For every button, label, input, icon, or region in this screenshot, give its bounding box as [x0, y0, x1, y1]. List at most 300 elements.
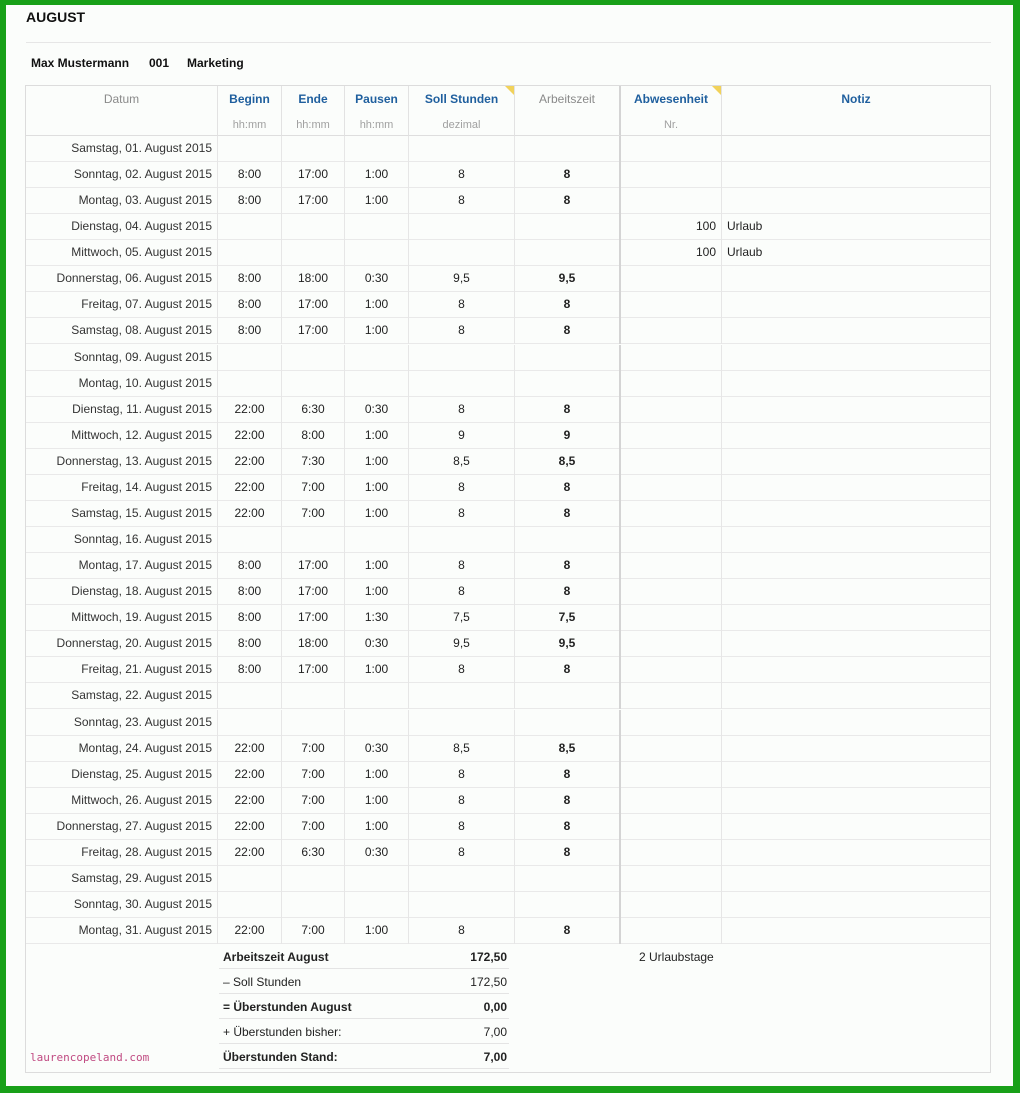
header-soll-unit: dezimal: [442, 119, 481, 131]
summary-label: Arbeitszeit August: [223, 950, 329, 964]
cell-beginn[interactable]: 22:00: [218, 475, 282, 501]
cell-abwesenheit[interactable]: [621, 318, 722, 344]
table-row: [26, 136, 990, 162]
cell-abwesenheit[interactable]: [621, 527, 722, 553]
cell-arbeitszeit[interactable]: 8,5: [515, 449, 621, 475]
cell-soll[interactable]: [409, 345, 515, 371]
header-notiz-label: Notiz: [841, 92, 871, 106]
cell-soll[interactable]: 7,5: [409, 605, 515, 631]
cell-date: Sonntag, 30. August 2015: [26, 892, 218, 918]
header-abwesenheit-label: Abwesenheit: [633, 92, 708, 106]
cell-soll[interactable]: [409, 710, 515, 736]
cell-abwesenheit[interactable]: [621, 814, 722, 840]
cell-notiz[interactable]: [722, 136, 990, 162]
cell-beginn[interactable]: 22:00: [218, 814, 282, 840]
cell-ende[interactable]: 18:00: [282, 266, 345, 292]
cell-pausen[interactable]: 0:30: [345, 631, 409, 657]
cell-soll[interactable]: 8: [409, 657, 515, 683]
cell-ende[interactable]: 7:00: [282, 814, 345, 840]
cell-soll[interactable]: [409, 892, 515, 918]
summary-value: 172,50: [470, 975, 507, 989]
table-row: [26, 162, 990, 188]
cell-pausen[interactable]: 0:30: [345, 266, 409, 292]
cell-arbeitszeit[interactable]: [515, 683, 621, 709]
cell-abwesenheit[interactable]: [621, 579, 722, 605]
summary-line: [219, 1020, 509, 1044]
cell-pausen[interactable]: [345, 345, 409, 371]
cell-abwesenheit[interactable]: [621, 553, 722, 579]
header-pausen-unit: hh:mm: [359, 119, 394, 131]
cell-notiz[interactable]: [722, 710, 990, 736]
cell-soll[interactable]: 9,5: [409, 631, 515, 657]
cell-notiz[interactable]: [722, 266, 990, 292]
cell-soll[interactable]: 9,5: [409, 266, 515, 292]
cell-date: Dienstag, 18. August 2015: [26, 579, 218, 605]
cell-notiz[interactable]: [722, 162, 990, 188]
cell-ende[interactable]: [282, 136, 345, 162]
cell-arbeitszeit[interactable]: [515, 240, 621, 266]
cell-soll[interactable]: 9: [409, 423, 515, 449]
cell-abwesenheit[interactable]: [621, 840, 722, 866]
cell-beginn[interactable]: 8:00: [218, 657, 282, 683]
cell-beginn[interactable]: [218, 866, 282, 892]
cell-notiz[interactable]: [722, 345, 990, 371]
cell-pausen[interactable]: 1:00: [345, 188, 409, 214]
cell-pausen[interactable]: 1:00: [345, 292, 409, 318]
cell-arbeitszeit[interactable]: 8: [515, 762, 621, 788]
cell-abwesenheit[interactable]: 100: [621, 240, 722, 266]
cell-notiz[interactable]: [722, 683, 990, 709]
cell-abwesenheit[interactable]: [621, 475, 722, 501]
cell-beginn[interactable]: [218, 527, 282, 553]
cell-soll[interactable]: 8: [409, 475, 515, 501]
cell-beginn[interactable]: 22:00: [218, 736, 282, 762]
cell-ende[interactable]: 8:00: [282, 423, 345, 449]
table-row: [26, 240, 990, 266]
header-ende-unit: hh:mm: [296, 119, 330, 131]
employee-name: Max Mustermann: [31, 56, 130, 70]
table-row: [26, 345, 990, 371]
cell-abwesenheit[interactable]: [621, 918, 722, 944]
cell-soll[interactable]: 8: [409, 762, 515, 788]
header-arbeitszeit-label: Arbeitszeit: [538, 92, 596, 106]
table-row: [26, 762, 990, 788]
cell-notiz[interactable]: [722, 605, 990, 631]
cell-arbeitszeit[interactable]: 8: [515, 553, 621, 579]
cell-notiz[interactable]: [722, 527, 990, 553]
cell-abwesenheit[interactable]: [621, 397, 722, 423]
cell-pausen[interactable]: 1:00: [345, 657, 409, 683]
cell-date: Mittwoch, 05. August 2015: [26, 240, 218, 266]
cell-abwesenheit[interactable]: [621, 292, 722, 318]
cell-pausen[interactable]: 0:30: [345, 736, 409, 762]
cell-notiz[interactable]: Urlaub: [727, 219, 763, 234]
cell-soll[interactable]: 8: [409, 840, 515, 866]
summary-value: 0,00: [483, 1000, 507, 1014]
cell-arbeitszeit[interactable]: 8: [515, 579, 621, 605]
cell-pausen[interactable]: 1:00: [345, 449, 409, 475]
cell-notiz[interactable]: [722, 449, 990, 475]
table-row: [26, 605, 990, 631]
summary-value: 7,00: [483, 1025, 507, 1039]
cell-notiz[interactable]: [722, 657, 990, 683]
cell-abwesenheit[interactable]: [621, 736, 722, 762]
cell-soll[interactable]: [409, 866, 515, 892]
header-datum-label: Datum: [103, 92, 140, 106]
cell-arbeitszeit[interactable]: 8: [515, 162, 621, 188]
cell-abwesenheit[interactable]: [621, 371, 722, 397]
table-row: [26, 918, 990, 944]
cell-notiz[interactable]: [722, 371, 990, 397]
cell-ende[interactable]: 6:30: [282, 840, 345, 866]
cell-notiz[interactable]: [722, 892, 990, 918]
cell-beginn[interactable]: [218, 136, 282, 162]
cell-pausen[interactable]: [345, 136, 409, 162]
cell-arbeitszeit[interactable]: 8: [515, 657, 621, 683]
cell-soll[interactable]: [409, 371, 515, 397]
table-row: [26, 318, 990, 344]
cell-ende[interactable]: [282, 240, 345, 266]
cell-beginn[interactable]: 8:00: [218, 188, 282, 214]
cell-abwesenheit[interactable]: [621, 710, 722, 736]
cell-soll[interactable]: 8,5: [409, 449, 515, 475]
cell-ende[interactable]: 17:00: [282, 188, 345, 214]
cell-arbeitszeit[interactable]: [515, 214, 621, 240]
cell-date: Samstag, 08. August 2015: [26, 318, 218, 344]
cell-notiz[interactable]: [722, 397, 990, 423]
table-row: [26, 475, 990, 501]
cell-pausen[interactable]: [345, 371, 409, 397]
cell-date: Samstag, 22. August 2015: [26, 683, 218, 709]
cell-notiz[interactable]: [722, 188, 990, 214]
cell-arbeitszeit[interactable]: [515, 892, 621, 918]
cell-date: Mittwoch, 26. August 2015: [26, 788, 218, 814]
cell-beginn[interactable]: [218, 345, 282, 371]
cell-date: Dienstag, 25. August 2015: [26, 762, 218, 788]
cell-ende[interactable]: [282, 866, 345, 892]
cell-arbeitszeit[interactable]: 7,5: [515, 605, 621, 631]
table-row: [26, 266, 990, 292]
cell-beginn[interactable]: [218, 371, 282, 397]
cell-arbeitszeit[interactable]: 8: [515, 475, 621, 501]
cell-arbeitszeit[interactable]: [515, 345, 621, 371]
cell-abwesenheit[interactable]: [621, 762, 722, 788]
cell-ende[interactable]: [282, 214, 345, 240]
summary-line: [219, 1045, 509, 1069]
cell-notiz[interactable]: [722, 318, 990, 344]
employee-number: 001: [149, 56, 170, 70]
cell-ende[interactable]: [282, 371, 345, 397]
cell-abwesenheit[interactable]: [621, 136, 722, 162]
cell-notiz[interactable]: [722, 840, 990, 866]
cell-arbeitszeit[interactable]: 8: [515, 918, 621, 944]
cell-pausen[interactable]: [345, 683, 409, 709]
cell-date: Freitag, 28. August 2015: [26, 840, 218, 866]
cell-arbeitszeit[interactable]: [515, 866, 621, 892]
cell-beginn[interactable]: 8:00: [218, 318, 282, 344]
cell-ende[interactable]: [282, 710, 345, 736]
cell-arbeitszeit[interactable]: [515, 136, 621, 162]
page-title: AUGUST: [26, 9, 86, 25]
cell-ende[interactable]: [282, 892, 345, 918]
cell-date: Montag, 03. August 2015: [26, 188, 218, 214]
table-row: [26, 397, 990, 423]
cell-arbeitszeit[interactable]: 8: [515, 814, 621, 840]
header-ende-label: Ende: [298, 92, 328, 106]
cell-abwesenheit[interactable]: [621, 788, 722, 814]
table-row: [26, 553, 990, 579]
cell-abwesenheit[interactable]: [621, 266, 722, 292]
cell-abwesenheit[interactable]: [621, 605, 722, 631]
cell-notiz[interactable]: [722, 814, 990, 840]
cell-date: Samstag, 15. August 2015: [26, 501, 218, 527]
cell-beginn[interactable]: 22:00: [218, 501, 282, 527]
cell-notiz[interactable]: [722, 788, 990, 814]
cell-beginn[interactable]: 8:00: [218, 553, 282, 579]
cell-ende[interactable]: 17:00: [282, 605, 345, 631]
cell-date: Mittwoch, 12. August 2015: [26, 423, 218, 449]
cell-beginn[interactable]: [218, 214, 282, 240]
cell-abwesenheit[interactable]: [621, 866, 722, 892]
cell-beginn[interactable]: 22:00: [218, 840, 282, 866]
cell-abwesenheit[interactable]: [621, 162, 722, 188]
cell-ende[interactable]: 7:00: [282, 501, 345, 527]
cell-ende[interactable]: 7:00: [282, 788, 345, 814]
cell-date: Freitag, 14. August 2015: [26, 475, 218, 501]
cell-ende[interactable]: 17:00: [282, 579, 345, 605]
timesheet-table: [25, 85, 991, 1073]
cell-pausen[interactable]: 1:00: [345, 788, 409, 814]
cell-pausen[interactable]: [345, 710, 409, 736]
cell-soll[interactable]: 8: [409, 292, 515, 318]
cell-ende[interactable]: 17:00: [282, 318, 345, 344]
cell-pausen[interactable]: [345, 527, 409, 553]
table-row: [26, 501, 990, 527]
cell-pausen[interactable]: [345, 214, 409, 240]
cell-date: Montag, 24. August 2015: [26, 736, 218, 762]
cell-beginn[interactable]: 8:00: [218, 266, 282, 292]
cell-pausen[interactable]: 0:30: [345, 397, 409, 423]
cell-soll[interactable]: 8: [409, 788, 515, 814]
cell-abwesenheit[interactable]: [621, 501, 722, 527]
cell-beginn[interactable]: [218, 892, 282, 918]
cell-pausen[interactable]: 1:00: [345, 814, 409, 840]
table-row: [26, 814, 990, 840]
header-datum: [26, 86, 218, 136]
cell-ende[interactable]: 6:30: [282, 397, 345, 423]
cell-notiz[interactable]: [722, 475, 990, 501]
cell-abwesenheit[interactable]: [621, 631, 722, 657]
cell-pausen[interactable]: 0:30: [345, 840, 409, 866]
cell-arbeitszeit[interactable]: 8: [515, 318, 621, 344]
header-soll-stunden: [409, 86, 515, 136]
title-divider: [26, 42, 991, 43]
cell-beginn[interactable]: 8:00: [218, 292, 282, 318]
cell-soll[interactable]: [409, 683, 515, 709]
table-row: [26, 449, 990, 475]
cell-date: Sonntag, 09. August 2015: [26, 345, 218, 371]
cell-notiz[interactable]: [722, 553, 990, 579]
cell-beginn[interactable]: 22:00: [218, 762, 282, 788]
cell-pausen[interactable]: [345, 892, 409, 918]
summary-label: = Überstunden August: [223, 1000, 352, 1014]
cell-ende[interactable]: 17:00: [282, 292, 345, 318]
table-row: [26, 683, 990, 709]
cell-beginn[interactable]: 8:00: [218, 579, 282, 605]
cell-arbeitszeit[interactable]: 9,5: [515, 266, 621, 292]
watermark: laurencopeland.com: [30, 1051, 150, 1064]
cell-notiz[interactable]: [722, 423, 990, 449]
cell-soll[interactable]: [409, 527, 515, 553]
timesheet-page: [6, 5, 1013, 1086]
employee-department: Marketing: [187, 56, 244, 70]
cell-soll[interactable]: 8: [409, 188, 515, 214]
cell-notiz[interactable]: [722, 631, 990, 657]
cell-arbeitszeit[interactable]: 9: [515, 423, 621, 449]
cell-date: Montag, 10. August 2015: [26, 371, 218, 397]
cell-soll[interactable]: 8: [409, 318, 515, 344]
cell-beginn[interactable]: 22:00: [218, 788, 282, 814]
header-arbeitszeit: [515, 86, 621, 136]
cell-date: Dienstag, 11. August 2015: [26, 397, 218, 423]
cell-pausen[interactable]: 1:00: [345, 918, 409, 944]
cell-pausen[interactable]: 1:00: [345, 318, 409, 344]
cell-pausen[interactable]: [345, 240, 409, 266]
cell-beginn[interactable]: 8:00: [218, 631, 282, 657]
cell-arbeitszeit[interactable]: 8: [515, 188, 621, 214]
cell-abwesenheit[interactable]: [621, 188, 722, 214]
cell-beginn[interactable]: 8:00: [218, 605, 282, 631]
cell-notiz[interactable]: Urlaub: [727, 245, 763, 260]
cell-pausen[interactable]: 1:00: [345, 475, 409, 501]
cell-soll[interactable]: 8: [409, 814, 515, 840]
table-row: [26, 631, 990, 657]
cell-ende[interactable]: 17:00: [282, 162, 345, 188]
cell-ende[interactable]: 7:00: [282, 736, 345, 762]
cell-beginn[interactable]: [218, 240, 282, 266]
cell-notiz[interactable]: [722, 292, 990, 318]
cell-ende[interactable]: [282, 683, 345, 709]
cell-ende[interactable]: 7:30: [282, 449, 345, 475]
cell-soll[interactable]: 8: [409, 162, 515, 188]
cell-pausen[interactable]: 1:00: [345, 501, 409, 527]
cell-ende[interactable]: [282, 527, 345, 553]
cell-beginn[interactable]: 22:00: [218, 918, 282, 944]
cell-arbeitszeit[interactable]: 8: [515, 501, 621, 527]
header-ende: [282, 86, 345, 136]
cell-ende[interactable]: 18:00: [282, 631, 345, 657]
cell-soll[interactable]: 8: [409, 501, 515, 527]
cell-abwesenheit[interactable]: [621, 449, 722, 475]
table-row: [26, 657, 990, 683]
cell-soll[interactable]: 8: [409, 553, 515, 579]
cell-ende[interactable]: 17:00: [282, 657, 345, 683]
cell-abwesenheit[interactable]: [621, 345, 722, 371]
cell-date: Montag, 17. August 2015: [26, 553, 218, 579]
table-row: [26, 292, 990, 318]
cell-abwesenheit[interactable]: [621, 892, 722, 918]
cell-pausen[interactable]: 1:00: [345, 762, 409, 788]
cell-arbeitszeit[interactable]: 8: [515, 397, 621, 423]
cell-date: Sonntag, 02. August 2015: [26, 162, 218, 188]
cell-soll[interactable]: 8: [409, 397, 515, 423]
cell-beginn[interactable]: 8:00: [218, 162, 282, 188]
cell-soll[interactable]: 8: [409, 918, 515, 944]
header-beginn-unit: hh:mm: [232, 119, 267, 131]
cell-date: Donnerstag, 06. August 2015: [26, 266, 218, 292]
cell-notiz[interactable]: [722, 736, 990, 762]
cell-pausen[interactable]: 1:00: [345, 553, 409, 579]
cell-arbeitszeit[interactable]: [515, 371, 621, 397]
cell-arbeitszeit[interactable]: 8,5: [515, 736, 621, 762]
cell-beginn[interactable]: [218, 710, 282, 736]
cell-soll[interactable]: [409, 240, 515, 266]
cell-pausen[interactable]: 1:00: [345, 423, 409, 449]
table-row: [26, 527, 990, 553]
summary-line: [219, 970, 509, 994]
cell-notiz[interactable]: [722, 501, 990, 527]
cell-abwesenheit[interactable]: [621, 423, 722, 449]
table-row: [26, 188, 990, 214]
cell-soll[interactable]: 8: [409, 579, 515, 605]
cell-ende[interactable]: 17:00: [282, 553, 345, 579]
cell-beginn[interactable]: 22:00: [218, 423, 282, 449]
summary-label: – Soll Stunden: [223, 975, 302, 989]
cell-arbeitszeit[interactable]: [515, 527, 621, 553]
table-row: [26, 579, 990, 605]
cell-soll[interactable]: [409, 214, 515, 240]
cell-abwesenheit[interactable]: [621, 683, 722, 709]
cell-notiz[interactable]: [722, 579, 990, 605]
cell-abwesenheit[interactable]: 100: [621, 214, 722, 240]
cell-date: Samstag, 29. August 2015: [26, 866, 218, 892]
cell-date: Freitag, 07. August 2015: [26, 292, 218, 318]
cell-soll[interactable]: [409, 136, 515, 162]
cell-arbeitszeit[interactable]: 8: [515, 840, 621, 866]
cell-arbeitszeit[interactable]: [515, 710, 621, 736]
table-row: [26, 866, 990, 892]
cell-notiz[interactable]: [722, 762, 990, 788]
cell-abwesenheit[interactable]: [621, 657, 722, 683]
header-soll-label: Soll Stunden: [424, 92, 499, 106]
header-beginn: [218, 86, 282, 136]
cell-ende[interactable]: 7:00: [282, 762, 345, 788]
summary-value: 7,00: [483, 1050, 507, 1064]
cell-beginn[interactable]: [218, 683, 282, 709]
cell-pausen[interactable]: 1:00: [345, 162, 409, 188]
table-row: [26, 736, 990, 762]
cell-ende[interactable]: 7:00: [282, 475, 345, 501]
cell-ende[interactable]: 7:00: [282, 918, 345, 944]
cell-arbeitszeit[interactable]: 9,5: [515, 631, 621, 657]
cell-arbeitszeit[interactable]: 8: [515, 292, 621, 318]
cell-notiz[interactable]: [722, 918, 990, 944]
cell-notiz[interactable]: [722, 866, 990, 892]
cell-pausen[interactable]: 1:30: [345, 605, 409, 631]
cell-beginn[interactable]: 22:00: [218, 449, 282, 475]
cell-arbeitszeit[interactable]: 8: [515, 788, 621, 814]
header-pausen: [345, 86, 409, 136]
cell-pausen[interactable]: 1:00: [345, 579, 409, 605]
cell-ende[interactable]: [282, 345, 345, 371]
comment-marker-icon[interactable]: [712, 86, 721, 95]
comment-marker-icon[interactable]: [505, 86, 514, 95]
table-row: [26, 710, 990, 736]
cell-pausen[interactable]: [345, 866, 409, 892]
cell-soll[interactable]: 8,5: [409, 736, 515, 762]
cell-beginn[interactable]: 22:00: [218, 397, 282, 423]
cell-date: Montag, 31. August 2015: [26, 918, 218, 944]
